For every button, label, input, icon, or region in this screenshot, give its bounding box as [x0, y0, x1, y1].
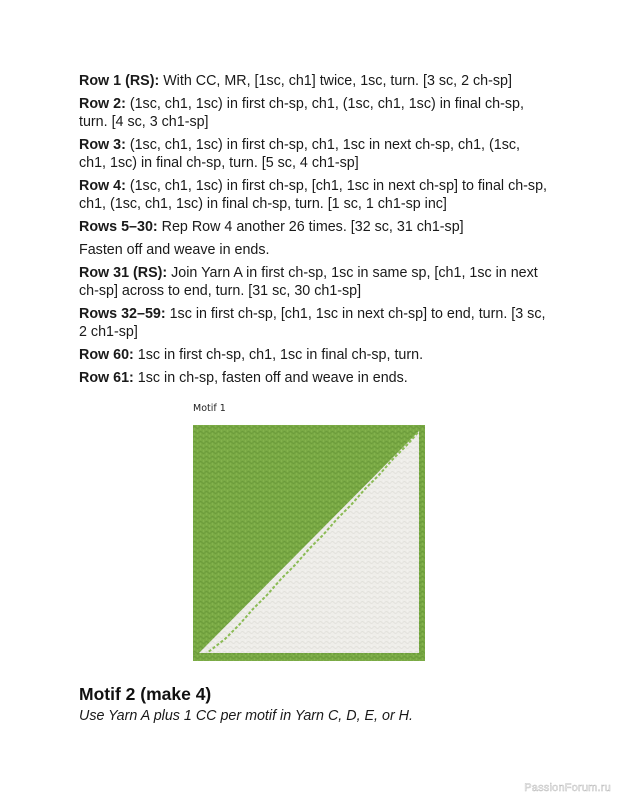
section-note: Use Yarn A plus 1 CC per motif in Yarn C, D, E, or H. — [79, 708, 413, 724]
row-label: Row 31 (RS): — [79, 265, 168, 281]
figure-caption: Motif 1 — [193, 403, 226, 414]
row-label: Row 2: — [79, 96, 126, 112]
row-label: Row 4: — [79, 178, 126, 194]
row-text: (1sc, ch1, 1sc) in first ch-sp, [ch1, 1sc in next ch-sp] to final ch-sp, ch1, (1sc, ch1, 1sc) in final ch-sp, turn. [1 sc, 1 ch1-sp inc] — [79, 178, 547, 212]
instruction-fasten-off — [79, 241, 549, 259]
row-label: Row 3: — [79, 137, 126, 153]
instruction-row-31 — [79, 264, 549, 300]
instruction-rows-5-30 — [79, 218, 549, 236]
row-text: 1sc in ch-sp, fasten off and weave in ends. — [133, 370, 408, 386]
row-text: Fasten off and weave in ends. — [79, 242, 270, 258]
crochet-square-image — [193, 425, 425, 661]
row-text: With CC, MR, [1sc, ch1] twice, 1sc, turn. [3 sc, 2 ch-sp] — [159, 73, 512, 89]
row-text: 1sc in first ch-sp, [ch1, 1sc in next ch-sp] to end, turn. [3 sc, 2 ch1-sp] — [79, 306, 546, 340]
pattern-instructions — [79, 72, 549, 392]
row-text: (1sc, ch1, 1sc) in first ch-sp, ch1, (1sc, ch1, 1sc) in final ch-sp, turn. [4 sc, 3 ch1-sp] — [79, 96, 524, 130]
row-text: 1sc in first ch-sp, ch1, 1sc in final ch-sp, turn. — [133, 347, 424, 363]
instruction-row-4 — [79, 177, 549, 213]
instruction-row-61 — [79, 369, 549, 387]
row-label: Rows 5–30: — [79, 219, 158, 235]
row-label: Rows 32–59: — [79, 306, 166, 322]
instruction-row-3 — [79, 136, 549, 172]
instruction-rows-32-59 — [79, 305, 549, 341]
row-text: (1sc, ch1, 1sc) in first ch-sp, ch1, 1sc in next ch-sp, ch1, (1sc, ch1, 1sc) in final ch-sp, turn. [5 sc, 4 ch1-sp] — [79, 137, 520, 171]
row-label: Row 61: — [79, 370, 134, 386]
section-heading: Motif 2 (make 4) — [79, 684, 212, 704]
watermark: PassionForum.ru — [524, 782, 611, 794]
motif-1-photo — [193, 425, 425, 661]
row-label: Row 1 (RS): — [79, 73, 160, 89]
instruction-row-2 — [79, 95, 549, 131]
row-label: Row 60: — [79, 347, 134, 363]
row-text: Join Yarn A in first ch-sp, 1sc in same sp, [ch1, 1sc in next ch-sp] across to end, turn. [31 sc, 30 ch1-sp] — [79, 265, 538, 299]
instruction-row-60 — [79, 346, 549, 364]
instruction-row-1 — [79, 72, 549, 90]
row-text: Rep Row 4 another 26 times. [32 sc, 31 ch1-sp] — [157, 219, 464, 235]
